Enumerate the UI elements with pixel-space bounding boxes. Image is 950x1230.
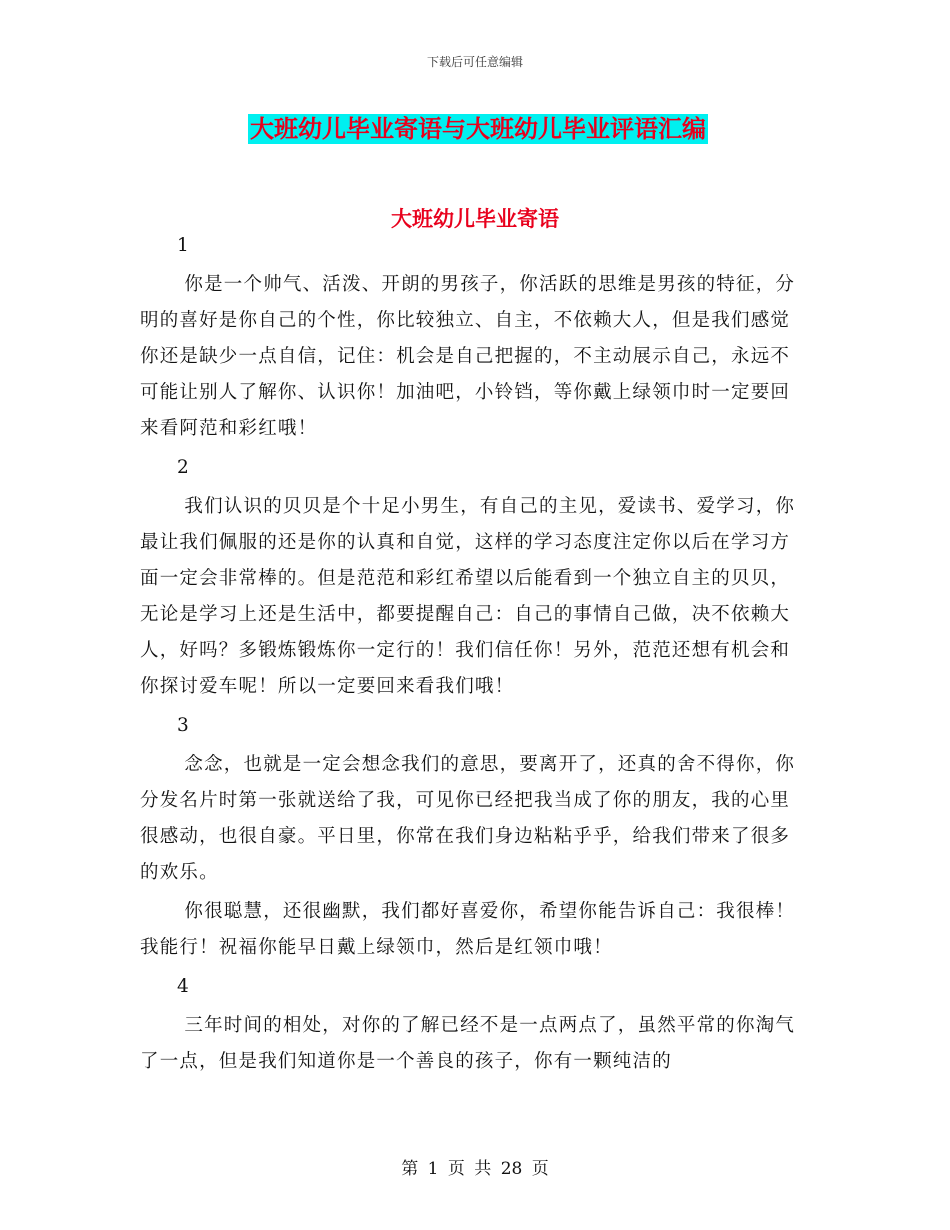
- entry-number: 3: [177, 715, 190, 736]
- entry-number: 1: [177, 235, 190, 256]
- entry-number: 2: [177, 457, 190, 478]
- entry-paragraph: 念念，也就是一定会想念我们的意思，要离开了，还真的舍不得你，你分发名片时第一张就送给了我，可见你已经把我当成了你的朋友，我的心里很感动，也很自豪。平日里，你常在我们身边粘粘乎乎，给我们带来了很多的欢乐。: [140, 754, 796, 883]
- entry: [140, 450, 805, 705]
- entry-paragraph: 三年时间的相处，对你的了解已经不是一点两点了，虽然平常的你淘气了一点，但是我们知道你是一个善良的孩子，你有一颗纯洁的: [140, 1015, 796, 1072]
- entry-paragraph: 你很聪慧，还很幽默，我们都好喜爱你，希望你能告诉自己：我很棒！我能行！祝福你能早日戴上绿领巾，然后是红领巾哦！: [140, 901, 796, 958]
- entry-paragraph: 我们认识的贝贝是个十足小男生，有自己的主见，爱读书、爱学习，你最让我们佩服的还是你的认真和自觉，这样的学习态度注定你以后在学习方面一定会非常棒的。但是范范和彩红希望以后能看到一个独立自主的贝贝，无论是学习上还是生活中，都要提醒自己：自己的事情自己做，决不依赖大人，好吗？多锻炼锻炼你一定行的！我们信任你！另外，范范还想有机会和你探讨爱车呢！所以一定要回来看我们哦！: [140, 496, 796, 697]
- document-title: 大班幼儿毕业寄语与大班幼儿毕业评语汇编: [250, 115, 706, 143]
- entry-paragraph: 你是一个帅气、活泼、开朗的男孩子，你活跃的思维是男孩的特征，分明的喜好是你自己的个性，你比较独立、自主，不依赖大人，但是我们感觉你还是缺少一点自信，记住：机会是自己把握的，不主动展示自己，永远不可能让别人了解你、认识你！加油吧，小铃铛，等你戴上绿领巾时一定要回来看阿范和彩红哦！: [140, 274, 796, 439]
- header-note: 下载后可任意编辑: [426, 55, 523, 69]
- page-footer: 第 1 页 共 28 页: [401, 1159, 549, 1179]
- entry: [140, 228, 805, 447]
- entry: [140, 969, 805, 1080]
- entry-number: 4: [177, 976, 190, 997]
- document-body: [140, 228, 805, 1083]
- section-title: 大班幼儿毕业寄语: [391, 207, 559, 231]
- entry: [140, 708, 805, 966]
